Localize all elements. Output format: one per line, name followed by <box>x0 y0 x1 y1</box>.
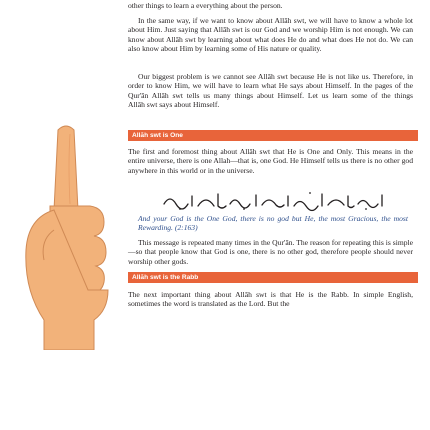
paragraph-one-and-only: The first and foremost thing about Allāh swt that He is One and Only. This means in the entire universe, there is one Allah—that is, one God. He Himself tells us there is no other god anywhere in this world or in the universe. <box>128 147 413 175</box>
section-heading-rabb <box>128 272 418 283</box>
paragraph-message-repeated: This message is repeated many times in the Qur'ān. The reason for repeating this is simple—so that people know that God is one, there is no other god, therefore people should never worship other gods. <box>128 238 413 266</box>
section-heading-one-label: Allāh swt is One <box>132 132 183 139</box>
arabic-verse-calligraphy <box>160 190 390 212</box>
top-text-line: other things to learn a everything about the person. <box>128 1 283 10</box>
pointing-hand-icon <box>10 120 122 350</box>
section-heading-rabb-label: Allāh swt is the Rabb <box>132 274 199 281</box>
verse-translation: And your God is the One God, there is no god but He, the most Gracious, the most Rewarding. (2:163) <box>138 214 408 233</box>
paragraph-knowing-allah: In the same way, if we want to know about Allāh swt, we will have to know a whole lot about Him. Just saying that Allāh swt is our God and we worship Him is not enough. We can know about Allāh swt by learning about what does He do and what does He not do. We can also know about Him by learning some of His nature or quality. <box>128 16 413 54</box>
paragraph-cannot-see: Our biggest problem is we cannot see Allāh swt because He is not like us. Therefore, in order to know Him, we will have to learn what He says about Himself. In the pages of the Qur'ān Allāh swt tells us many things about Himself. Let us learn some of the things Allāh swt says about Himself. <box>128 72 413 110</box>
section-heading-one <box>128 130 418 141</box>
paragraph-the-rabb: The next important thing about Allāh swt is that He is the Rabb. In simple English, sometimes the word is translated as the Lord. But the <box>128 290 413 309</box>
